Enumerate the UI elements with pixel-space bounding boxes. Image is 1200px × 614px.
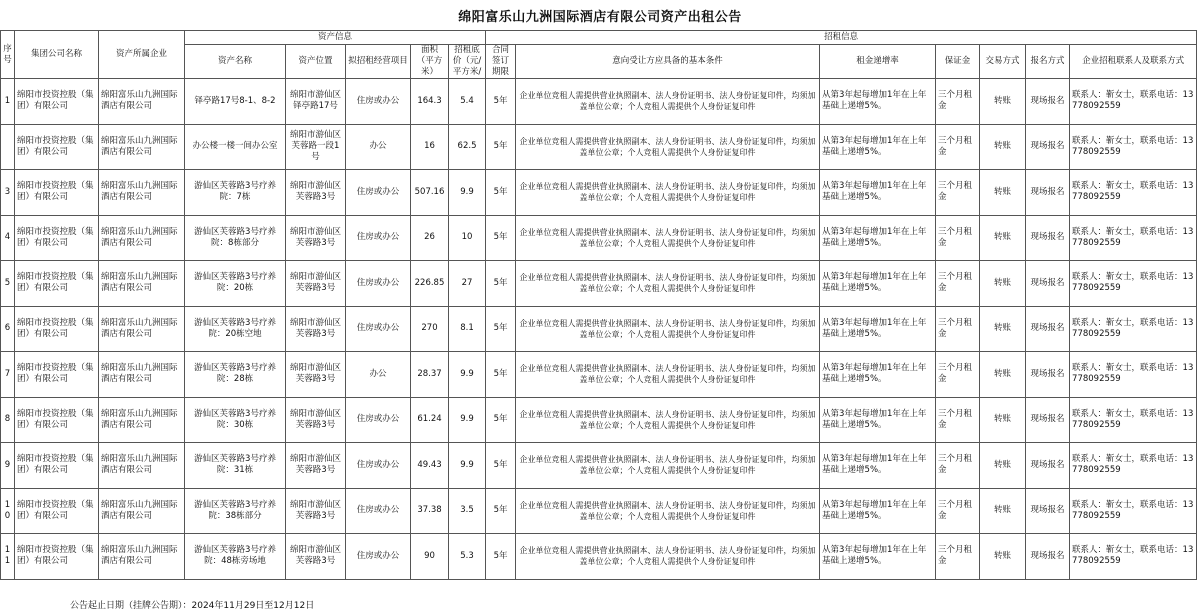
table-row — [1, 170, 1197, 216]
cell-purpose: 住房或办公 — [346, 443, 411, 489]
cell-signup: 现场报名 — [1026, 443, 1070, 489]
table-row — [1, 79, 1197, 125]
table-body — [1, 79, 1197, 580]
cell-signup: 现场报名 — [1026, 79, 1070, 125]
cell-asset-location: 绵阳市游仙区芙蓉路一段1号 — [286, 124, 346, 170]
cell-term: 5年 — [486, 79, 516, 125]
header-deposit: 保证金 — [936, 45, 980, 79]
cell-deposit: 三个月租金 — [936, 261, 980, 307]
cell-asset-location: 绵阳市游仙区芙蓉路3号 — [286, 306, 346, 352]
cell-area: 507.16 — [411, 170, 449, 216]
cell-seq: 3 — [1, 170, 15, 216]
cell-purpose: 住房或办公 — [346, 397, 411, 443]
cell-group: 绵阳市投资控股（集团）有限公司 — [15, 215, 99, 261]
cell-group: 绵阳市投资控股（集团）有限公司 — [15, 488, 99, 534]
cell-owner: 绵阳富乐山九洲国际酒店有限公司 — [99, 124, 185, 170]
page-title: 绵阳富乐山九洲国际酒店有限公司资产出租公告 — [458, 10, 742, 25]
cell-area: 37.38 — [411, 488, 449, 534]
cell-signup: 现场报名 — [1026, 306, 1070, 352]
header-increase: 租金递增率 — [820, 45, 936, 79]
cell-owner: 绵阳富乐山九洲国际酒店有限公司 — [99, 79, 185, 125]
cell-seq: 9 — [1, 443, 15, 489]
cell-purpose: 住房或办公 — [346, 170, 411, 216]
cell-trade: 转账 — [980, 215, 1026, 261]
cell-trade: 转账 — [980, 170, 1026, 216]
cell-asset-name: 游仙区芙蓉路3号疗养院：31栋 — [185, 443, 286, 489]
cell-increase: 从第3年起每增加1年在上年基础上递增5%。 — [820, 352, 936, 398]
cell-asset-name: 铎亭路17号8-1、8-2 — [185, 79, 286, 125]
cell-owner: 绵阳富乐山九洲国际酒店有限公司 — [99, 261, 185, 307]
cell-contact: 联系人：靳女士，联系电话：13778092559 — [1070, 352, 1197, 398]
cell-asset-location: 绵阳市游仙区芙蓉路3号 — [286, 215, 346, 261]
cell-signup: 现场报名 — [1026, 397, 1070, 443]
cell-increase: 从第3年起每增加1年在上年基础上递增5%。 — [820, 215, 936, 261]
cell-term: 5年 — [486, 261, 516, 307]
cell-conditions: 企业单位竞租人需提供营业执照副本、法人身份证明书、法人身份证复印件，均须加盖单位公章；个人竞租人需提供个人身份证复印件 — [516, 306, 820, 352]
cell-trade: 转账 — [980, 261, 1026, 307]
header-asset-name: 资产名称 — [185, 45, 286, 79]
cell-signup: 现场报名 — [1026, 488, 1070, 534]
cell-contact: 联系人：靳女士，联系电话：13778092559 — [1070, 170, 1197, 216]
cell-asset-name: 游仙区芙蓉路3号疗养院：38栋部分 — [185, 488, 286, 534]
cell-signup: 现场报名 — [1026, 534, 1070, 580]
cell-seq: 7 — [1, 352, 15, 398]
cell-purpose: 住房或办公 — [346, 306, 411, 352]
cell-area: 226.85 — [411, 261, 449, 307]
cell-area: 49.43 — [411, 443, 449, 489]
cell-trade: 转账 — [980, 534, 1026, 580]
cell-group: 绵阳市投资控股（集团）有限公司 — [15, 443, 99, 489]
cell-purpose: 住房或办公 — [346, 261, 411, 307]
cell-deposit: 三个月租金 — [936, 488, 980, 534]
cell-seq: 1 — [1, 79, 15, 125]
cell-contact: 联系人：靳女士，联系电话：13778092559 — [1070, 306, 1197, 352]
cell-asset-location: 绵阳市游仙区芙蓉路3号 — [286, 397, 346, 443]
cell-seq: 11 — [1, 534, 15, 580]
cell-asset-name: 游仙区芙蓉路3号疗养院：8栋部分 — [185, 215, 286, 261]
cell-term: 5年 — [486, 397, 516, 443]
cell-deposit: 三个月租金 — [936, 306, 980, 352]
announcement-period: 公告起止日期（挂牌公告期）：2024年11月29日至12月12日 — [70, 601, 315, 611]
cell-asset-name: 游仙区芙蓉路3号疗养院：48栋旁场地 — [185, 534, 286, 580]
cell-owner: 绵阳富乐山九洲国际酒店有限公司 — [99, 306, 185, 352]
cell-contact: 联系人：靳女士，联系电话：13778092559 — [1070, 397, 1197, 443]
cell-purpose: 住房或办公 — [346, 534, 411, 580]
header-group: 集团公司名称 — [15, 31, 99, 79]
cell-group: 绵阳市投资控股（集团）有限公司 — [15, 306, 99, 352]
cell-group: 绵阳市投资控股（集团）有限公司 — [15, 397, 99, 443]
cell-conditions: 企业单位竞租人需提供营业执照副本、法人身份证明书、法人身份证复印件，均须加盖单位公章；个人竞租人需提供个人身份证复印件 — [516, 170, 820, 216]
cell-trade: 转账 — [980, 306, 1026, 352]
cell-deposit: 三个月租金 — [936, 79, 980, 125]
cell-purpose: 办公 — [346, 124, 411, 170]
cell-price: 9.9 — [449, 397, 486, 443]
cell-trade: 转账 — [980, 124, 1026, 170]
cell-price: 9.9 — [449, 352, 486, 398]
cell-contact: 联系人：靳女士，联系电话：13778092559 — [1070, 215, 1197, 261]
cell-signup: 现场报名 — [1026, 215, 1070, 261]
cell-contact: 联系人：靳女士，联系电话：13778092559 — [1070, 534, 1197, 580]
cell-conditions: 企业单位竞租人需提供营业执照副本、法人身份证明书、法人身份证复印件，均须加盖单位公章；个人竞租人需提供个人身份证复印件 — [516, 488, 820, 534]
cell-group: 绵阳市投资控股（集团）有限公司 — [15, 352, 99, 398]
cell-seq: 4 — [1, 215, 15, 261]
cell-group: 绵阳市投资控股（集团）有限公司 — [15, 79, 99, 125]
rental-table — [0, 30, 1197, 580]
cell-price: 5.3 — [449, 534, 486, 580]
cell-increase: 从第3年起每增加1年在上年基础上递增5%。 — [820, 261, 936, 307]
cell-price: 27 — [449, 261, 486, 307]
cell-asset-location: 绵阳市游仙区芙蓉路3号 — [286, 352, 346, 398]
cell-purpose: 住房或办公 — [346, 79, 411, 125]
header-seq: 序号 — [1, 31, 15, 79]
cell-term: 5年 — [486, 215, 516, 261]
cell-price: 3.5 — [449, 488, 486, 534]
cell-increase: 从第3年起每增加1年在上年基础上递增5%。 — [820, 170, 936, 216]
cell-contact: 联系人：靳女士，联系电话：13778092559 — [1070, 79, 1197, 125]
cell-term: 5年 — [486, 306, 516, 352]
cell-owner: 绵阳富乐山九洲国际酒店有限公司 — [99, 534, 185, 580]
header-asset-location: 资产位置 — [286, 45, 346, 79]
cell-term: 5年 — [486, 534, 516, 580]
cell-conditions: 企业单位竞租人需提供营业执照副本、法人身份证明书、法人身份证复印件，均须加盖单位公章；个人竞租人需提供个人身份证复印件 — [516, 397, 820, 443]
cell-area: 164.3 — [411, 79, 449, 125]
cell-area: 28.37 — [411, 352, 449, 398]
table-row — [1, 306, 1197, 352]
header-trade: 交易方式 — [980, 45, 1026, 79]
cell-conditions: 企业单位竞租人需提供营业执照副本、法人身份证明书、法人身份证复印件，均须加盖单位公章；个人竞租人需提供个人身份证复印件 — [516, 79, 820, 125]
cell-group: 绵阳市投资控股（集团）有限公司 — [15, 124, 99, 170]
cell-deposit: 三个月租金 — [936, 124, 980, 170]
cell-deposit: 三个月租金 — [936, 170, 980, 216]
cell-area: 90 — [411, 534, 449, 580]
cell-group: 绵阳市投资控股（集团）有限公司 — [15, 170, 99, 216]
cell-term: 5年 — [486, 352, 516, 398]
cell-signup: 现场报名 — [1026, 124, 1070, 170]
cell-increase: 从第3年起每增加1年在上年基础上递增5%。 — [820, 397, 936, 443]
header-contact: 企业招租联系人及联系方式 — [1070, 45, 1197, 79]
cell-signup: 现场报名 — [1026, 261, 1070, 307]
cell-owner: 绵阳富乐山九洲国际酒店有限公司 — [99, 215, 185, 261]
cell-area: 16 — [411, 124, 449, 170]
cell-seq: 5 — [1, 261, 15, 307]
cell-price: 8.1 — [449, 306, 486, 352]
cell-price: 9.9 — [449, 170, 486, 216]
cell-term: 5年 — [486, 488, 516, 534]
cell-asset-name: 游仙区芙蓉路3号疗养院：20栋 — [185, 261, 286, 307]
cell-contact: 联系人：靳女士，联系电话：13778092559 — [1070, 261, 1197, 307]
header-asset-info: 资产信息 — [185, 31, 486, 45]
cell-trade: 转账 — [980, 488, 1026, 534]
cell-signup: 现场报名 — [1026, 352, 1070, 398]
cell-seq: 8 — [1, 397, 15, 443]
header-conditions: 意向受让方应具备的基本条件 — [516, 45, 820, 79]
cell-trade: 转账 — [980, 443, 1026, 489]
cell-deposit: 三个月租金 — [936, 352, 980, 398]
header-signup: 报名方式 — [1026, 45, 1070, 79]
cell-asset-location: 绵阳市游仙区铎亭路17号 — [286, 79, 346, 125]
cell-increase: 从第3年起每增加1年在上年基础上递增5%。 — [820, 443, 936, 489]
cell-trade: 转账 — [980, 397, 1026, 443]
cell-deposit: 三个月租金 — [936, 397, 980, 443]
cell-increase: 从第3年起每增加1年在上年基础上递增5%。 — [820, 306, 936, 352]
table-row — [1, 488, 1197, 534]
cell-conditions: 企业单位竞租人需提供营业执照副本、法人身份证明书、法人身份证复印件，均须加盖单位公章；个人竞租人需提供个人身份证复印件 — [516, 215, 820, 261]
cell-increase: 从第3年起每增加1年在上年基础上递增5%。 — [820, 124, 936, 170]
cell-area: 270 — [411, 306, 449, 352]
cell-owner: 绵阳富乐山九洲国际酒店有限公司 — [99, 397, 185, 443]
cell-contact: 联系人：靳女士，联系电话：13778092559 — [1070, 124, 1197, 170]
cell-conditions: 企业单位竞租人需提供营业执照副本、法人身份证明书、法人身份证复印件，均须加盖单位公章；个人竞租人需提供个人身份证复印件 — [516, 261, 820, 307]
cell-asset-name: 游仙区芙蓉路3号疗养院：28栋 — [185, 352, 286, 398]
cell-term: 5年 — [486, 443, 516, 489]
header-price: 招租底价（元/平方米/ — [449, 45, 486, 79]
cell-purpose: 住房或办公 — [346, 488, 411, 534]
cell-seq: 6 — [1, 306, 15, 352]
cell-group: 绵阳市投资控股（集团）有限公司 — [15, 261, 99, 307]
cell-deposit: 三个月租金 — [936, 534, 980, 580]
header-term: 合同签订期限 — [486, 45, 516, 79]
cell-conditions: 企业单位竞租人需提供营业执照副本、法人身份证明书、法人身份证复印件，均须加盖单位公章；个人竞租人需提供个人身份证复印件 — [516, 124, 820, 170]
table-row — [1, 215, 1197, 261]
cell-trade: 转账 — [980, 352, 1026, 398]
cell-increase: 从第3年起每增加1年在上年基础上递增5%。 — [820, 488, 936, 534]
header-recruit-info: 招租信息 — [486, 31, 1197, 45]
header-owner: 资产所属企业 — [99, 31, 185, 79]
cell-term: 5年 — [486, 124, 516, 170]
cell-deposit: 三个月租金 — [936, 443, 980, 489]
cell-group: 绵阳市投资控股（集团）有限公司 — [15, 534, 99, 580]
cell-conditions: 企业单位竞租人需提供营业执照副本、法人身份证明书、法人身份证复印件，均须加盖单位公章；个人竞租人需提供个人身份证复印件 — [516, 352, 820, 398]
cell-purpose: 住房或办公 — [346, 215, 411, 261]
cell-asset-location: 绵阳市游仙区芙蓉路3号 — [286, 261, 346, 307]
cell-area: 61.24 — [411, 397, 449, 443]
cell-seq: 10 — [1, 488, 15, 534]
cell-price: 5.4 — [449, 79, 486, 125]
cell-owner: 绵阳富乐山九洲国际酒店有限公司 — [99, 352, 185, 398]
cell-asset-location: 绵阳市游仙区芙蓉路3号 — [286, 170, 346, 216]
cell-trade: 转账 — [980, 79, 1026, 125]
cell-contact: 联系人：靳女士，联系电话：13778092559 — [1070, 443, 1197, 489]
cell-asset-name: 游仙区芙蓉路3号疗养院：20栋空地 — [185, 306, 286, 352]
cell-owner: 绵阳富乐山九洲国际酒店有限公司 — [99, 443, 185, 489]
cell-deposit: 三个月租金 — [936, 215, 980, 261]
table-row — [1, 352, 1197, 398]
cell-owner: 绵阳富乐山九洲国际酒店有限公司 — [99, 170, 185, 216]
header-area: 面积（平方米） — [411, 45, 449, 79]
table-row — [1, 397, 1197, 443]
cell-conditions: 企业单位竞租人需提供营业执照副本、法人身份证明书、法人身份证复印件，均须加盖单位公章；个人竞租人需提供个人身份证复印件 — [516, 443, 820, 489]
cell-purpose: 办公 — [346, 352, 411, 398]
cell-area: 26 — [411, 215, 449, 261]
cell-increase: 从第3年起每增加1年在上年基础上递增5%。 — [820, 79, 936, 125]
cell-asset-location: 绵阳市游仙区芙蓉路3号 — [286, 443, 346, 489]
cell-price: 62.5 — [449, 124, 486, 170]
cell-signup: 现场报名 — [1026, 170, 1070, 216]
cell-asset-location: 绵阳市游仙区芙蓉路3号 — [286, 534, 346, 580]
table-row — [1, 124, 1197, 170]
cell-asset-name: 游仙区芙蓉路3号疗养院：7栋 — [185, 170, 286, 216]
cell-asset-location: 绵阳市游仙区芙蓉路3号 — [286, 488, 346, 534]
cell-asset-name: 办公楼一楼一间办公室 — [185, 124, 286, 170]
cell-term: 5年 — [486, 170, 516, 216]
header-purpose: 拟招租经营项目 — [346, 45, 411, 79]
table-row — [1, 261, 1197, 307]
cell-price: 9.9 — [449, 443, 486, 489]
table-row — [1, 534, 1197, 580]
cell-owner: 绵阳富乐山九洲国际酒店有限公司 — [99, 488, 185, 534]
cell-contact: 联系人：靳女士，联系电话：13778092559 — [1070, 488, 1197, 534]
cell-price: 10 — [449, 215, 486, 261]
cell-conditions: 企业单位竞租人需提供营业执照副本、法人身份证明书、法人身份证复印件，均须加盖单位公章；个人竞租人需提供个人身份证复印件 — [516, 534, 820, 580]
table-row — [1, 443, 1197, 489]
cell-increase: 从第3年起每增加1年在上年基础上递增5%。 — [820, 534, 936, 580]
cell-asset-name: 游仙区芙蓉路3号疗养院：30栋 — [185, 397, 286, 443]
cell-seq — [1, 124, 15, 170]
